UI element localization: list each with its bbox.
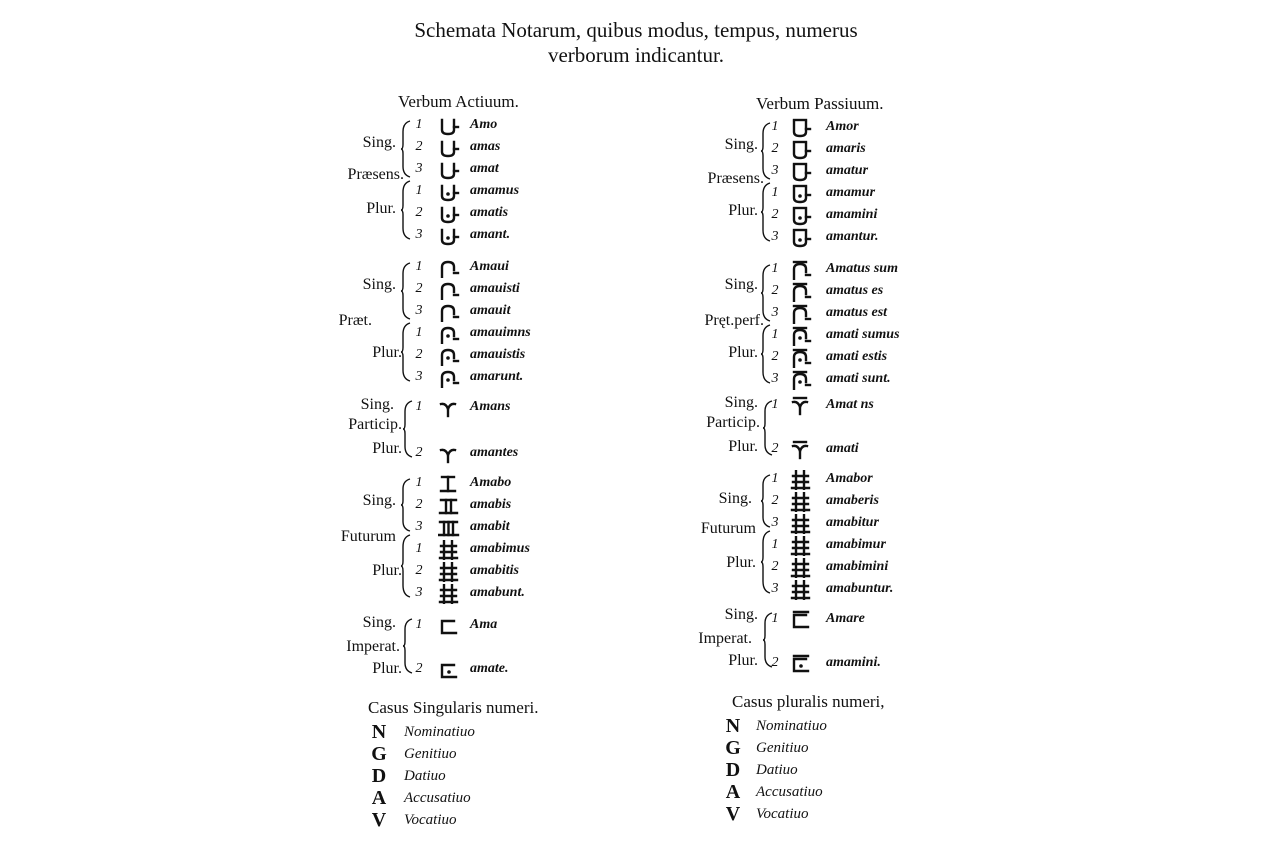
arch-bar-icon bbox=[790, 304, 812, 324]
left-verb-form: amabitis bbox=[470, 563, 520, 578]
left-row-number: 2 bbox=[415, 661, 423, 676]
right-row-number: 1 bbox=[771, 471, 779, 486]
right-verb-form: Amatus sum bbox=[826, 261, 898, 276]
left-verb-form: Amabo bbox=[470, 475, 512, 490]
cases_plural-case-name: Genitiuo bbox=[756, 740, 809, 756]
triple-i-beam-icon bbox=[438, 518, 460, 538]
left-verb-form: amabunt. bbox=[470, 585, 525, 600]
right-row-number: 2 bbox=[771, 441, 779, 456]
left-verb-form: amat bbox=[470, 161, 499, 176]
right-verb-form: amati sunt. bbox=[826, 371, 891, 386]
right-verb-form: amatus est bbox=[826, 305, 888, 320]
left-verb-form: amauisti bbox=[470, 281, 520, 296]
right-verb-form: amabitur bbox=[826, 515, 879, 530]
right-praesens-plur-brace bbox=[760, 182, 772, 242]
right-verb-form: amaberis bbox=[826, 493, 879, 508]
right-imp-plur-label: Plur. bbox=[728, 652, 758, 669]
right-verb-form: amabimur bbox=[826, 537, 886, 552]
stacked-beam-icon bbox=[790, 470, 812, 490]
right-verb-form: amabimini bbox=[826, 559, 889, 574]
left-row-number: 2 bbox=[415, 139, 423, 154]
left-praesens-plur-label: Plur. bbox=[366, 200, 396, 217]
left-fut-label: Futurum bbox=[340, 528, 396, 545]
right-row-number: 2 bbox=[771, 493, 779, 508]
cases_singular-case-name: Genitiuo bbox=[404, 746, 457, 762]
right-verb-form: amatur bbox=[826, 163, 869, 178]
arch-bar-dot-icon bbox=[790, 370, 812, 390]
arch-icon bbox=[438, 280, 460, 300]
left-row-number: 1 bbox=[415, 325, 423, 340]
left-verb-form: amas bbox=[470, 139, 501, 154]
cases_plural-case-letter: D bbox=[725, 759, 741, 781]
cases_plural-case-name: Datiuo bbox=[756, 762, 798, 778]
left-row-number: 1 bbox=[415, 399, 423, 414]
u-cup-bar-icon bbox=[790, 162, 812, 182]
horns-bar-icon bbox=[790, 440, 812, 460]
right-verb-form: amamur bbox=[826, 185, 876, 200]
left-row-number: 1 bbox=[415, 259, 423, 274]
left-row-number: 2 bbox=[415, 205, 423, 220]
bracket-icon bbox=[438, 616, 460, 636]
u-cup-icon bbox=[438, 160, 460, 180]
right-verb-form: Amabor bbox=[826, 471, 873, 486]
left-praesens-label: Præsens. bbox=[347, 166, 404, 183]
cases_plural-case-letter: G bbox=[725, 737, 741, 759]
right-verb-form: amati bbox=[826, 441, 859, 456]
cases_plural-case-name: Vocatiuo bbox=[756, 806, 809, 822]
right-verb-form: amabuntur. bbox=[826, 581, 894, 596]
stacked-beam-icon bbox=[790, 536, 812, 556]
left-praet-plur-label: Plur. bbox=[372, 344, 402, 361]
left-praesens-plur-brace bbox=[400, 180, 412, 240]
cases_singular-case-name: Accusatiuo bbox=[404, 790, 471, 806]
left-row-number: 3 bbox=[415, 369, 423, 384]
arch-bar-icon bbox=[790, 282, 812, 302]
arch-icon bbox=[438, 302, 460, 322]
right-row-number: 1 bbox=[771, 185, 779, 200]
arch-icon bbox=[438, 258, 460, 278]
left-verb-form: amabimus bbox=[470, 541, 530, 556]
horns-icon bbox=[438, 444, 460, 464]
right-verb-form: amamini. bbox=[826, 655, 881, 670]
right-praesens-sing-label: Sing. bbox=[724, 136, 758, 153]
right-row-number: 2 bbox=[771, 141, 779, 156]
cases_singular-case-letter: A bbox=[371, 787, 387, 809]
right-verb-form: amamini bbox=[826, 207, 878, 222]
left-imp-sing-label: Sing. bbox=[362, 614, 396, 631]
left-row-number: 2 bbox=[415, 347, 423, 362]
right-participle-brace bbox=[762, 400, 774, 456]
cases_singular-case-name: Vocatiuo bbox=[404, 812, 457, 828]
right-row-number: 1 bbox=[771, 611, 779, 626]
right-fut-plur-label: Plur. bbox=[726, 554, 756, 571]
left-row-number: 2 bbox=[415, 563, 423, 578]
left-row-number: 2 bbox=[415, 497, 423, 512]
cases_singular-case-letter: D bbox=[371, 765, 387, 787]
left-futurum-sing-brace bbox=[400, 478, 412, 532]
u-cup-bar-dot-icon bbox=[790, 228, 812, 248]
right-row-number: 3 bbox=[771, 163, 779, 178]
right-row-number: 3 bbox=[771, 581, 779, 596]
left-verb-form: amauit bbox=[470, 303, 511, 318]
right-row-number: 1 bbox=[771, 397, 779, 412]
left-verb-form: amantes bbox=[470, 445, 519, 460]
right-imp-label: Imperat. bbox=[698, 630, 752, 647]
page-title bbox=[0, 18, 1272, 68]
right-fut-label: Futurum bbox=[700, 520, 756, 537]
cases_plural-case-name: Accusatiuo bbox=[756, 784, 823, 800]
left-verb-form: Amaui bbox=[470, 259, 509, 274]
left-praet-plur-brace bbox=[400, 322, 412, 382]
right-part-sing-label: Sing. bbox=[724, 394, 758, 411]
cases_plural-case-letter: N bbox=[725, 715, 741, 737]
u-cup-dot-icon bbox=[438, 182, 460, 202]
left-row-number: 1 bbox=[415, 617, 423, 632]
left-verb-form: Amans bbox=[470, 399, 511, 414]
arch-bar-icon bbox=[790, 260, 812, 280]
arch-dot-icon bbox=[438, 346, 460, 366]
right-praet-label: Pręt.perf. bbox=[704, 312, 764, 329]
right-row-number: 3 bbox=[771, 515, 779, 530]
right-row-number: 3 bbox=[771, 305, 779, 320]
right-row-number: 2 bbox=[771, 283, 779, 298]
right-verb-form: amatus es bbox=[826, 283, 884, 298]
right-row-number: 1 bbox=[771, 537, 779, 552]
cases_plural-case-name: Nominatiuo bbox=[756, 718, 827, 734]
right-row-number: 1 bbox=[771, 327, 779, 342]
left-imp-plur-label: Plur. bbox=[372, 660, 402, 677]
u-cup-bar-icon bbox=[790, 140, 812, 160]
stacked-beam-icon bbox=[790, 492, 812, 512]
left-praet-sing-brace bbox=[400, 262, 412, 320]
left-verb-form: amarunt. bbox=[470, 369, 524, 384]
cases-singular-header: Casus Singularis numeri. bbox=[368, 698, 539, 717]
left-part-plur-label: Plur. bbox=[372, 440, 402, 457]
cases-plural-header: Casus pluralis numeri, bbox=[732, 692, 885, 711]
cases_singular-case-name: Datiuo bbox=[404, 768, 446, 784]
stacked-beam-icon bbox=[790, 580, 812, 600]
right-verb-form: Amat ns bbox=[826, 397, 874, 412]
u-cup-dot-icon bbox=[438, 204, 460, 224]
left-row-number: 1 bbox=[415, 541, 423, 556]
stacked-beam-icon bbox=[438, 540, 460, 560]
arch-bar-dot-icon bbox=[790, 326, 812, 346]
left-row-number: 1 bbox=[415, 475, 423, 490]
title-line-1: Schemata Notarum, quibus modus, tempus, numerus bbox=[414, 18, 858, 42]
left-verb-form: Ama bbox=[470, 617, 498, 632]
right-row-number: 2 bbox=[771, 207, 779, 222]
right-praesens-sing-brace bbox=[760, 122, 772, 180]
cases_plural-case-letter: V bbox=[725, 803, 741, 825]
stacked-beam-icon bbox=[438, 562, 460, 582]
right-verb-form: Amare bbox=[826, 611, 865, 626]
u-cup-bar-icon bbox=[790, 118, 812, 138]
stacked-beam-icon bbox=[790, 558, 812, 578]
stacked-beam-icon bbox=[438, 584, 460, 604]
arch-dot-icon bbox=[438, 324, 460, 344]
left-fut-sing-label: Sing. bbox=[362, 492, 396, 509]
left-participle-brace bbox=[402, 400, 414, 458]
right-praet-plur-label: Plur. bbox=[728, 344, 758, 361]
right-fut-sing-label: Sing. bbox=[718, 490, 752, 507]
cases_plural-case-letter: A bbox=[725, 781, 741, 803]
right-verb-form: amati estis bbox=[826, 349, 888, 364]
left-imp-label: Imperat. bbox=[346, 638, 400, 655]
left-praet-label: Præt. bbox=[338, 312, 372, 329]
left-row-number: 2 bbox=[415, 445, 423, 460]
left-futurum-plur-brace bbox=[400, 534, 412, 598]
title-line-2: verborum indicantur. bbox=[547, 43, 725, 67]
left-row-number: 3 bbox=[415, 227, 423, 242]
bracket-bar-icon bbox=[790, 610, 812, 630]
left-verb-form: amate. bbox=[470, 661, 509, 676]
right-row-number: 1 bbox=[771, 119, 779, 134]
i-beam-icon bbox=[438, 474, 460, 494]
u-cup-icon bbox=[438, 116, 460, 136]
horns-bar-icon bbox=[790, 396, 812, 416]
right-row-number: 2 bbox=[771, 349, 779, 364]
right-row-number: 3 bbox=[771, 371, 779, 386]
left-part-sing-label: Sing. bbox=[360, 396, 394, 413]
left-fut-plur-label: Plur. bbox=[372, 562, 402, 579]
right-praet-plur-brace bbox=[760, 324, 772, 384]
horns-icon bbox=[438, 398, 460, 418]
right-praet-sing-label: Sing. bbox=[724, 276, 758, 293]
u-cup-icon bbox=[438, 138, 460, 158]
cases_singular-case-name: Nominatiuo bbox=[404, 724, 475, 740]
left-row-number: 3 bbox=[415, 585, 423, 600]
left-verb-form: amamus bbox=[470, 183, 520, 198]
left-row-number: 3 bbox=[415, 303, 423, 318]
right-row-number: 1 bbox=[771, 261, 779, 276]
left-row-number: 2 bbox=[415, 281, 423, 296]
right-verb-form: Amor bbox=[826, 119, 859, 134]
right-praesens-plur-label: Plur. bbox=[728, 202, 758, 219]
right-verb-form: amaris bbox=[826, 141, 866, 156]
left-praesens-sing-label: Sing. bbox=[362, 134, 396, 151]
right-imperat-brace bbox=[762, 612, 774, 668]
right-column-header: Verbum Passiuum. bbox=[756, 94, 884, 113]
right-futurum-plur-brace bbox=[760, 530, 772, 594]
right-row-number: 2 bbox=[771, 559, 779, 574]
cases_singular-case-letter: G bbox=[371, 743, 387, 765]
left-row-number: 3 bbox=[415, 161, 423, 176]
cases_singular-case-letter: V bbox=[371, 809, 387, 831]
bracket-bar-dot-icon bbox=[790, 654, 812, 674]
left-praesens-sing-brace bbox=[400, 120, 412, 178]
arch-bar-dot-icon bbox=[790, 348, 812, 368]
left-row-number: 3 bbox=[415, 519, 423, 534]
right-praet-sing-brace bbox=[760, 264, 772, 322]
stacked-beam-icon bbox=[790, 514, 812, 534]
right-verb-form: amati sumus bbox=[826, 327, 900, 342]
right-part-label: Particip. bbox=[706, 414, 760, 431]
left-verb-form: amauistis bbox=[470, 347, 526, 362]
left-row-number: 1 bbox=[415, 183, 423, 198]
right-row-number: 3 bbox=[771, 229, 779, 244]
left-verb-form: amant. bbox=[470, 227, 511, 242]
bracket-dot-icon bbox=[438, 660, 460, 680]
u-cup-bar-dot-icon bbox=[790, 206, 812, 226]
left-verb-form: amabis bbox=[470, 497, 512, 512]
right-imp-sing-label: Sing. bbox=[724, 606, 758, 623]
left-verb-form: amabit bbox=[470, 519, 510, 534]
left-verb-form: amauimns bbox=[470, 325, 531, 340]
right-row-number: 2 bbox=[771, 655, 779, 670]
cases_singular-case-letter: N bbox=[371, 721, 387, 743]
u-cup-bar-dot-icon bbox=[790, 184, 812, 204]
u-cup-dot-icon bbox=[438, 226, 460, 246]
left-row-number: 1 bbox=[415, 117, 423, 132]
left-praet-sing-label: Sing. bbox=[362, 276, 396, 293]
right-futurum-sing-brace bbox=[760, 474, 772, 528]
right-part-plur-label: Plur. bbox=[728, 438, 758, 455]
left-verb-form: amatis bbox=[470, 205, 509, 220]
left-imperat-brace bbox=[402, 618, 414, 674]
left-verb-form: Amo bbox=[470, 117, 498, 132]
arch-dot-icon bbox=[438, 368, 460, 388]
left-part-label: Particip. bbox=[348, 416, 402, 433]
right-praesens-label: Præsens. bbox=[707, 170, 764, 187]
left-column-header: Verbum Actiuum. bbox=[398, 92, 519, 111]
right-verb-form: amantur. bbox=[826, 229, 879, 244]
double-i-beam-icon bbox=[438, 496, 460, 516]
